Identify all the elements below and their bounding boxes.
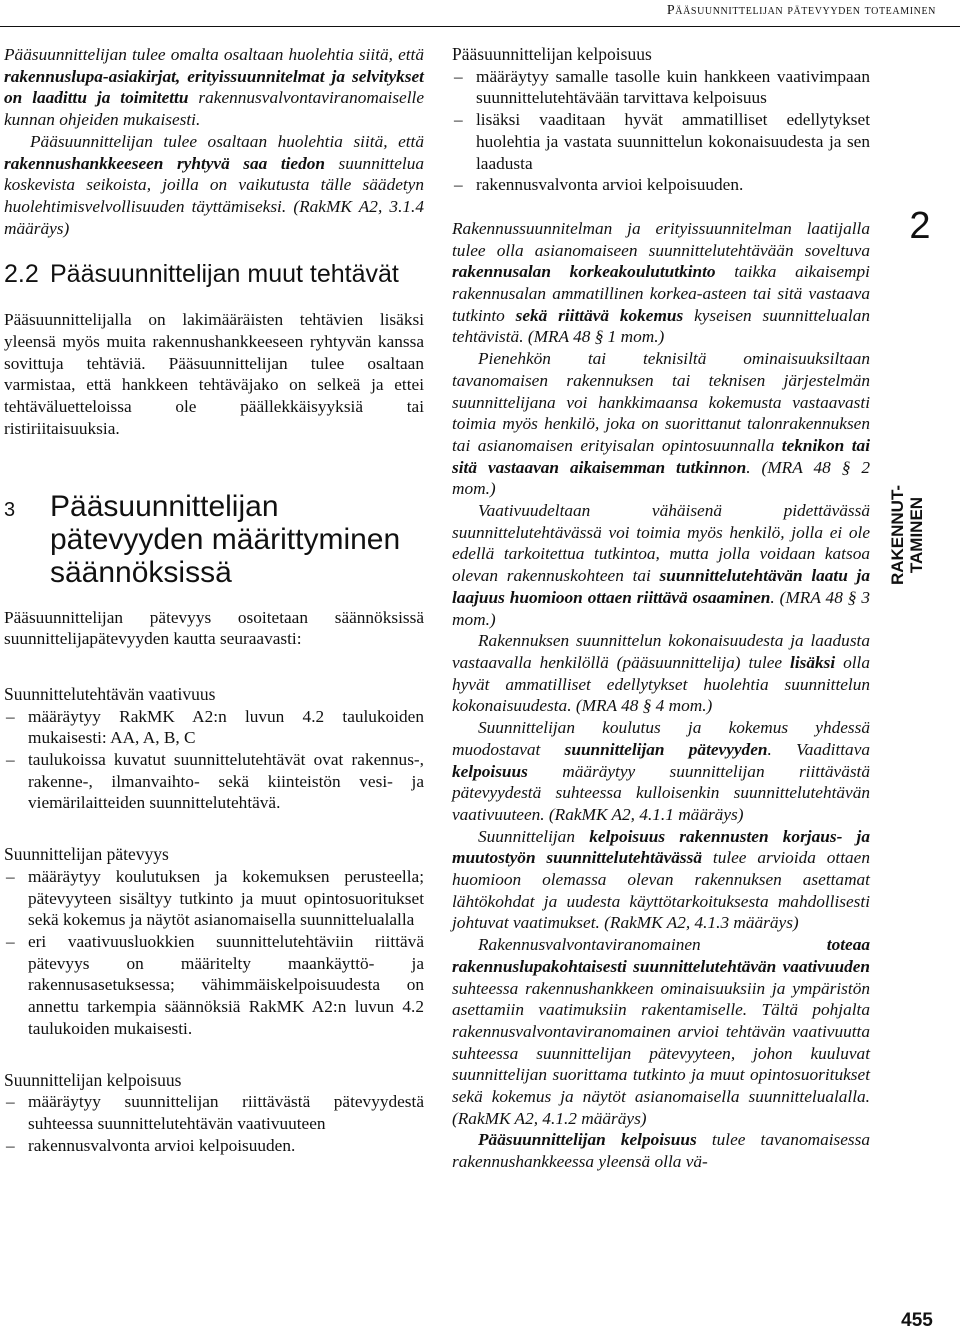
text-span: rakennusvalvontaviranomaiselle kunnan ohjeiden mukaisesti.: [4, 88, 424, 130]
text-span: . Vaadittava: [767, 739, 871, 759]
subheading: Suunnittelutehtävän vaativuus: [4, 683, 216, 704]
text-span: Pääsuunnittelijan tulee osaltaan huolehtia siitä, että: [30, 131, 424, 151]
emphasis-span: rakennuslupa-asiakirjat, erityissuunnitelmat ja selvitykset on laadittu ja toimitettu: [4, 66, 424, 108]
dash-list: [4, 1091, 424, 1156]
section-title: Pääsuunnittelijan muut tehtävät: [50, 260, 399, 289]
chapter-tab: 2: [909, 205, 931, 247]
emphasis-span: lisäksi: [790, 652, 836, 672]
list-item: – taulukoissa kuvatut suunnittelutehtävät ovat rakennus-, rakenne-, ilmanvaihto- sekä kiinteistön vesi- ja viemärilaitteiden suunnittelutehtävä.: [4, 749, 424, 814]
emphasis-span: toteaa rakennuslupakohtaisesti suunnittelutehtävän vaativuuden: [452, 935, 870, 976]
subheading: Pääsuunnittelijan kelpoisuus: [452, 44, 652, 64]
text-span: suunnittelua koskevista seikoista, joilla on vaikutusta tälle säädetyn huolehtimisvelvollisuuden täyttämiseksi. (RakMK A2, 3.1.4 määräys): [4, 153, 424, 238]
running-title: Pääsuunnittelijan pätevyyden toteaminen: [666, 3, 936, 18]
list-item: – lisäksi vaaditaan hyvät ammatilliset edellytykset huolehtia ja vastata suunnittelun kokonaisuudesta ja sen laadusta: [452, 109, 870, 174]
section-number: 3: [4, 498, 16, 521]
emphasis-span: Pääsuunnittelijan kelpoisuus: [478, 1130, 697, 1150]
list-item: – eri vaativuusluokkien suunnittelutehtäviin riittävä pätevyys on määritelty maankäyttö- ja rakennusasetuksessa; vähimmäiskelpoisuudesta on annettu tarkempia säännöksiä RakMK A2:n luvun 4.2 taulukoiden mukaisesti.: [4, 931, 424, 1040]
text-span: . (MRA 48 § 2 mom.): [452, 457, 870, 499]
text-span: Suunnittelijan koulutus ja kokemus yhdessä muodostavat: [452, 718, 870, 759]
paragraph: Pääsuunnittelijalla on lakimääräisten tehtävien lisäksi yleensä myös muita rakennushankkeeseen ryhtyvän kanssa sovittuja tehtäviä. Pääsuunnittelijan tulee osaltaan varmistaa, että hankkeen tehtäväjako on selkeä ja ettei tehtäväluetteloissa ole päällekkäisyyksiä tai ristiriitaisuuksia.: [4, 310, 424, 438]
emphasis-span: suunnittelutehtävän laatu ja laajuus huomioon ottaen riittävä osaaminen: [452, 566, 870, 607]
dash-list: [452, 66, 870, 196]
text-span: Suunnittelijan: [478, 826, 590, 846]
list-item: – määräytyy RakMK A2:n luvun 4.2 taulukoiden mukaisesti: AA, A, B, C: [4, 706, 424, 749]
page-number: 455: [901, 1310, 933, 1331]
header-rule: [0, 26, 960, 27]
list-item: – määräytyy koulutuksen ja kokemuksen perusteella; pätevyyteen sisältyy tutkinto ja muut opintosuoritukset sekä kokemus ja näytöt asianomaisella suunnittelualalla: [4, 866, 424, 931]
list-item: – määräytyy suunnittelijan riittävästä pätevyydestä suhteessa suunnittelutehtävän vaativuuteen: [4, 1091, 424, 1134]
text-span: Rakennuksen suunnittelun kokonaisuudesta ja laadusta vastaavalla henkilöllä (pääsuunnittelija) tulee: [452, 631, 870, 672]
text-span: määräytyy suunnittelijan riittävästä pätevyydestä suhteessa kulloisenkin suunnittelutehtävän vaativuuteen. (RakMK A2, 4.1.1 määräys): [452, 761, 870, 824]
paragraph: [4, 44, 424, 131]
section-heading-2-2: [4, 259, 424, 289]
text-span: tulee tavanomaisessa rakennushankkeessa yleensä olla vä-: [452, 1130, 870, 1172]
emphasis-span: kelpoisuus: [452, 761, 528, 781]
text-span: . (MRA 48 § 3 mom.): [452, 587, 870, 629]
paragraph: [452, 1129, 870, 1172]
dash-list: [4, 866, 424, 1040]
text-span: Vaativuudeltaan vähäisenä pidettävässä suunnittelutehtävässä voi toimia myös henkilö, jolla ei ole edellä tarkoitettua tutkintoa, mutta jolla voidaan katsoa olevan rakennuskohteen tai: [452, 501, 870, 586]
dash-list: [4, 706, 424, 815]
left-column: [4, 44, 424, 1156]
emphasis-span: rakennushankkeeseen ryhtyvä saa tiedon: [4, 153, 325, 173]
right-column: [452, 44, 870, 1173]
text-span: tulee arvioida ottaen huomioon olemassa olevan rakennuksen asettamat lähtökohdat ja uudesta käyttötarkoituksesta mahdollisesti johtuvat vaatimukset. (RakMK A2, 4.1.3 määräys): [452, 848, 870, 933]
paragraph: [452, 630, 870, 717]
text-span: Rakennusvalvontaviranomainen: [478, 935, 827, 955]
emphasis-span: suunnittelijan pätevyyden: [564, 739, 768, 759]
emphasis-span: kelpoisuus rakennusten korjaus- ja muutostyön suunnittelutehtävässä: [452, 826, 870, 868]
paragraph: [452, 717, 870, 826]
paragraph: [452, 826, 870, 935]
emphasis-span: teknikon tai sitä vastaavan aikaisemman tutkinnon: [452, 435, 870, 477]
text-span: suhteessa rakennushankkeen ominaisuuksiin ja ympäristön asettamiin vaatimuksiin rakentamiselle. Tältä pohjalta rakennusvalvontaviranomainen arvioi tehtävän vaativuutta suhteessa suunnittelijan pätevyyteen, johon kuuluvat suunnittelijan suorittama tutkinto ja muut opintosuoritukset sekä kokemus ja näytöt asianomaisella suunnittelualalla. (RakMK A2, 4.1.2 määräys): [452, 978, 870, 1128]
section-tab-label: RAKENNUT- TAMINEN: [888, 484, 926, 586]
section-number: 2.2: [4, 260, 39, 289]
paragraph: [452, 218, 870, 348]
text-span: Pääsuunnittelijan tulee omalta osaltaan huolehtia siitä, että: [4, 45, 424, 64]
subheading: Suunnittelijan kelpoisuus: [4, 1069, 182, 1090]
subheading: Suunnittelijan pätevyys: [4, 844, 169, 865]
text-span: kyseisen suunnittelualan tehtävistä. (MRA 48 § 1 mom.): [452, 305, 870, 347]
paragraph: [452, 500, 870, 630]
emphasis-span: rakennusalan korkeakoulututkinto: [452, 262, 716, 282]
paragraph: [452, 348, 870, 500]
paragraph: [4, 131, 424, 240]
emphasis-span: sekä riittävä kokemus: [515, 305, 684, 325]
section-heading-3: [4, 490, 424, 589]
list-item: – rakennusvalvonta arvioi kelpoisuuden.: [4, 1135, 424, 1157]
text-span: Rakennussuunnitelman ja erityissuunnitelman laatijalla tulee olla asianomaiseen suunnittelutehtävään soveltuva: [452, 218, 870, 260]
list-item: – määräytyy samalle tasolle kuin hankkeen vaativimpaan suunnittelutehtävään tarvittava kelpoisuus: [452, 66, 870, 109]
section-tab: [877, 470, 937, 600]
paragraph: Pääsuunnittelijan pätevyys osoitetaan säännöksissä suunnittelijapätevyyden kautta seuraavasti:: [4, 607, 424, 649]
list-item: – rakennusvalvonta arvioi kelpoisuuden.: [452, 174, 870, 196]
text-span: taikka aikaisempi rakennusalan ammatillinen korkea-asteen tai sitä vastaava tutkinto: [452, 262, 870, 325]
paragraph: [452, 934, 870, 1129]
running-header: [0, 0, 960, 28]
section-title: Pääsuunnittelijan pätevyyden määrittyminen säännöksissä: [50, 489, 401, 589]
text-span: Pienehkön tai teknisiltä ominaisuuksiltaan tavanomaisen rakennuksen tai teknisen järjestelmän suunnittelijana voi hankkimaansa kokemusta vastaavasti toimia myös henkilö, joka on suorittanut talonrakennuksen tai asianomaisen erityisalan opintosuunnalla: [452, 349, 870, 455]
text-span: olla hyvät ammatilliset edellytykset huolehtia suunnittelun kokonaisuudesta. (MRA 48 § 4 mom.): [452, 652, 870, 716]
